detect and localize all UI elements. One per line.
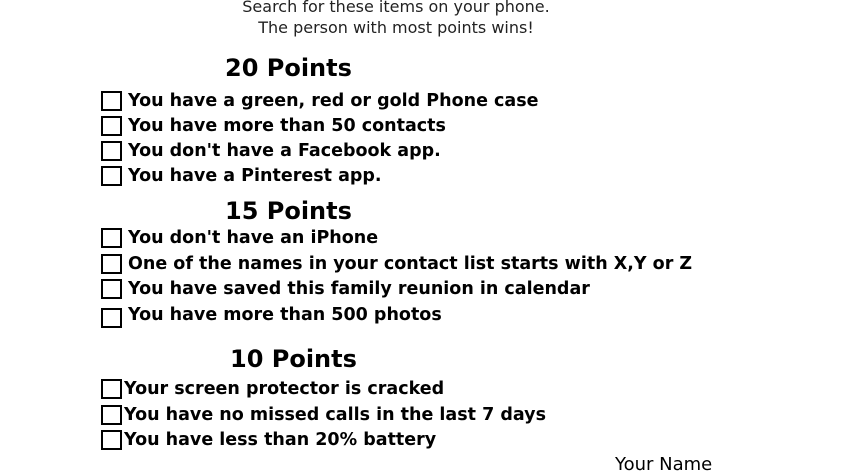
checklist-item[interactable] [101, 277, 590, 301]
checkbox[interactable] [101, 141, 122, 161]
checklist-item[interactable] [101, 114, 446, 138]
checklist-item[interactable] [101, 303, 442, 327]
your-name-label: Your Name [615, 454, 713, 475]
checklist-item-label: You have no missed calls in the last 7 days [124, 405, 546, 425]
checkbox[interactable] [101, 279, 122, 299]
checklist-item[interactable] [101, 164, 382, 188]
section-heading-10-points: 10 Points [230, 345, 357, 373]
checkbox[interactable] [101, 254, 122, 274]
checkbox[interactable] [101, 308, 122, 328]
intro-line-2: The person with most points wins! [258, 18, 534, 37]
intro-text [0, 0, 792, 38]
checklist-item[interactable] [101, 139, 441, 163]
checkbox[interactable] [101, 166, 122, 186]
checklist-item-label: One of the names in your contact list starts with X,Y or Z [128, 254, 693, 274]
checklist-item[interactable] [101, 226, 378, 250]
section-heading-15-points: 15 Points [225, 197, 352, 225]
checklist-item[interactable] [101, 89, 539, 113]
checkbox[interactable] [101, 91, 122, 111]
checklist-item-label: You have less than 20% battery [124, 430, 437, 450]
checkbox[interactable] [101, 228, 122, 248]
checklist-item-label: You don't have an iPhone [128, 228, 379, 248]
checklist-item[interactable] [101, 428, 436, 452]
checklist-item-label: You have more than 500 photos [128, 305, 442, 325]
section-heading-20-points: 20 Points [225, 54, 352, 82]
checklist-item-label: Your screen protector is cracked [124, 379, 445, 399]
checklist-item-label: You have a Pinterest app. [128, 166, 382, 186]
checklist-item-label: You don't have a Facebook app. [128, 141, 441, 161]
checklist-item-label: You have saved this family reunion in calendar [128, 279, 590, 299]
checklist-item-label: You have more than 50 contacts [128, 116, 446, 136]
checklist-item-label: You have a green, red or gold Phone case [128, 91, 539, 111]
checklist-item[interactable] [101, 252, 692, 276]
checkbox[interactable] [101, 405, 122, 425]
checklist-item[interactable] [101, 403, 546, 427]
checkbox[interactable] [101, 430, 122, 450]
intro-line-1: Search for these items on your phone. [242, 0, 550, 16]
checklist-item[interactable] [101, 377, 444, 401]
checkbox[interactable] [101, 379, 122, 399]
checkbox[interactable] [101, 116, 122, 136]
